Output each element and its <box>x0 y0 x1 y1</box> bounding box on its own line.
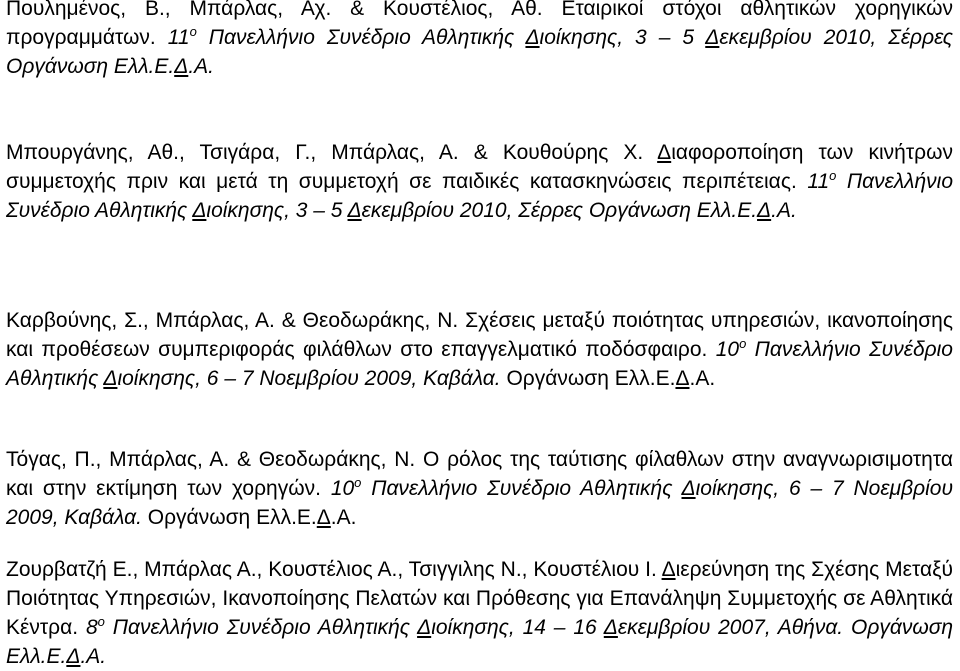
reference-venue: $8^o$ Πανελλήνιο Συνέδριο Αθλητικής Διοίκησης, 14 – 16 Δεκεμβρίου 2007, Αθήνα. Οργάνωση Ελλ.Ε.Δ.Α. <box>6 614 954 668</box>
reference-3 <box>6 306 953 393</box>
reference-organizer: Οργάνωση Ελλ.Ε.Δ.Α. <box>147 506 357 529</box>
reference-authors: Τόγας, Π., Μπάρλας, Α. & Θεοδωράκης, Ν. <box>6 448 416 471</box>
reference-title: Ο ρόλος της ταύτισης φίλαθλων στην αναγνωρισιμοτητα και στην εκτίμηση των χορηγών. <box>6 448 953 500</box>
reference-2 <box>6 138 953 225</box>
reference-authors: Μπουργάνης, Αθ., Τσιγάρα, Γ., Μπάρλας, Α. & Κουθούρης Χ. <box>6 141 644 164</box>
reference-title: Εταιρικοί στόχοι αθλητικών χορηγικών προγραμμάτων. <box>6 0 953 49</box>
reference-authors: Καρβούνης, Σ., Μπάρλας, Α. & Θεοδωράκης, Ν. <box>6 309 459 332</box>
reference-1 <box>6 0 953 81</box>
reference-title: Σχέσεις μεταξύ ποιότητας υπηρεσιών, ικανοποίησης και προθέσεων συμπεριφοράς φιλάθλων στο επαγγελματικό ποδόσφαιρο. <box>6 309 953 361</box>
reference-5 <box>6 555 953 671</box>
reference-venue: $10^o$ Πανελλήνιο Συνέδριο Αθλητικής Διοίκησης, 6 – 7 Νοεμβρίου 2009, Καβάλα. <box>6 475 954 529</box>
reference-authors: Ζουρβατζή Ε., Μπάρλας Α., Κουστέλιος Α., Τσιγγιλης Ν., Κουστέλιου Ι. <box>6 558 657 581</box>
reference-venue: $11^o$ Πανελλήνιο Συνέδριο Αθλητικής Διοίκησης, 3 – 5 Δεκεμβρίου 2010, Σέρρες Οργάνωση Ελλ.Ε.Δ.Α. <box>6 168 953 222</box>
reference-venue: $10^o$ Πανελλήνιο Συνέδριο Αθλητικής Διοίκησης, 6 – 7 Νοεμβρίου 2009, Καβάλα. <box>6 336 953 390</box>
reference-organizer: Οργάνωση Ελλ.Ε.Δ.Α. <box>506 367 716 390</box>
reference-4 <box>6 445 953 532</box>
reference-title: Διαφοροποίηση των κινήτρων συμμετοχής πριν και μετά τη συμμετοχή σε παιδικές κατασκηνώσεις περιπέτειας. <box>6 141 953 193</box>
reference-venue: $11^o$ Πανελλήνιο Συνέδριο Αθλητικής Διοίκησης, 3 – 5 Δεκεμβρίου 2010, Σέρρες Οργάνωση Ελλ.Ε.Δ.Α. <box>6 24 953 78</box>
reference-authors: Πουλημένος, Β., Μπάρλας, Αχ. & Κουστέλιος, Αθ. <box>6 0 543 20</box>
reference-title: Διερεύνηση της Σχέσης Μεταξύ Ποιότητας Υπηρεσιών, Ικανοποίησης Πελατών και Πρόθεσης για Επανάληψη Συμμετοχής σε Αθλητικά Κέντρα. <box>6 558 953 639</box>
